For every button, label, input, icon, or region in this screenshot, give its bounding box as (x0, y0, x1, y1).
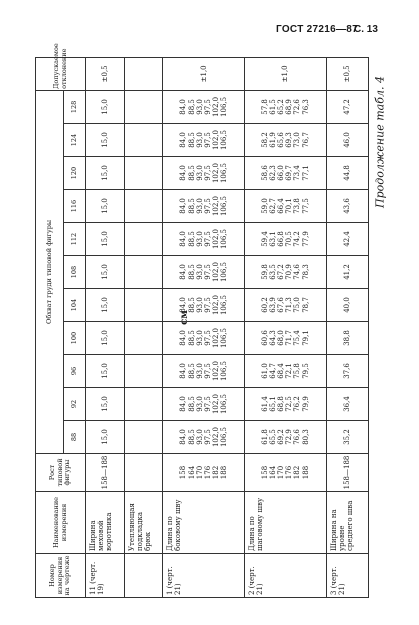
value-entry: 97,5 (203, 297, 212, 313)
value-cell (245, 289, 327, 322)
value-entry: 84,0 (179, 396, 188, 412)
height-cell (163, 454, 245, 492)
chest-size-header: 124 (64, 124, 86, 157)
value-entry: 78,7 (301, 297, 310, 313)
value-entry: 61,0 (261, 363, 270, 379)
value-entry: 97,5 (203, 429, 212, 445)
value-entry: 76,6 (293, 429, 302, 445)
value-entry: 58,2 (261, 132, 270, 148)
value-entry: 106,5 (219, 162, 228, 184)
value-entry: 102,0 (211, 393, 220, 415)
value-cell (163, 256, 245, 289)
value-cell (326, 289, 368, 322)
value-entry: 15,0 (100, 396, 109, 412)
value-cell (326, 256, 368, 289)
value-entry: 76,3 (301, 99, 310, 115)
value-entry: 88,5 (187, 165, 196, 181)
value-cell (245, 157, 327, 190)
value-entry: 66,8 (277, 231, 286, 247)
measure-name-cell: Длина по шаговому шву (245, 492, 327, 554)
value-entry: 73,4 (293, 165, 302, 181)
value-entry: 73,0 (293, 132, 302, 148)
col-header-height: Рост типовой фигуры (36, 454, 86, 492)
value-entry: 97,5 (203, 396, 212, 412)
value-cell (163, 355, 245, 388)
value-cell (124, 421, 163, 454)
value-entry: 37,6 (343, 363, 352, 379)
value-entry: 58,6 (261, 165, 270, 181)
height-cell (245, 454, 327, 492)
value-entry: 15,0 (100, 165, 109, 181)
value-entry: 106,5 (219, 294, 228, 316)
measure-number-cell: 1 (черт. 21) (163, 554, 245, 598)
value-entry: 79,9 (301, 396, 310, 412)
value-entry: 75,4 (293, 330, 302, 346)
value-entry: 41,2 (343, 264, 352, 280)
value-entry: 93,0 (195, 297, 204, 313)
tolerance-cell: ±1,0 (163, 57, 245, 90)
value-cell (245, 223, 327, 256)
chest-size-header: 92 (64, 388, 86, 421)
value-cell (86, 190, 125, 223)
value-entry: 84,0 (179, 132, 188, 148)
value-entry: 93,0 (195, 264, 204, 280)
col-header-measure-no: Номер измерения на чертеже (36, 554, 86, 598)
table-row (326, 57, 368, 597)
value-entry: 15,0 (100, 429, 109, 445)
value-entry: 72,5 (285, 396, 294, 412)
value-cell (245, 355, 327, 388)
page-number: С. 13 (354, 24, 378, 35)
value-cell (124, 124, 163, 157)
value-entry: 15,0 (100, 297, 109, 313)
value-entry: 97,5 (203, 330, 212, 346)
value-entry: 88,5 (187, 429, 196, 445)
value-entry: 59,0 (261, 198, 270, 214)
height-value: 170 (277, 465, 286, 480)
value-entry: 65,2 (277, 99, 286, 115)
rotated-table-wrapper (35, 43, 369, 598)
value-cell (163, 157, 245, 190)
measurements-table (35, 43, 369, 598)
value-entry: 88,5 (187, 99, 196, 115)
table-row (86, 57, 125, 597)
value-cell (86, 421, 125, 454)
chest-size-header: 120 (64, 157, 86, 190)
value-entry: 79,5 (301, 363, 310, 379)
value-entry: 62,3 (269, 165, 278, 181)
value-entry: 61,4 (261, 396, 270, 412)
value-cell (124, 289, 163, 322)
value-entry: 97,5 (203, 231, 212, 247)
value-entry: 77,1 (301, 165, 310, 181)
value-entry: 61,9 (269, 132, 278, 148)
value-entry: 67,6 (277, 297, 286, 313)
value-cell (326, 388, 368, 421)
value-entry: 97,5 (203, 264, 212, 280)
value-entry: 69,2 (277, 429, 286, 445)
value-entry: 71,3 (285, 297, 294, 313)
value-entry: 106,5 (219, 393, 228, 415)
chest-size-header: 108 (64, 256, 86, 289)
value-cell (245, 190, 327, 223)
value-cell (86, 223, 125, 256)
value-entry: 97,5 (203, 363, 212, 379)
value-entry: 102,0 (211, 129, 220, 151)
value-entry: 68,9 (285, 99, 294, 115)
value-cell (326, 157, 368, 190)
value-entry: 93,0 (195, 363, 204, 379)
value-cell (163, 90, 245, 123)
value-entry: 93,0 (195, 396, 204, 412)
value-entry: 106,5 (219, 96, 228, 117)
value-entry: 72,6 (293, 99, 302, 115)
value-entry: 106,5 (219, 195, 228, 217)
height-value: 188 (219, 465, 228, 480)
value-cell (124, 190, 163, 223)
value-entry: 88,5 (187, 297, 196, 313)
value-entry: 106,5 (219, 129, 228, 151)
tolerance-cell: ±1,0 (245, 57, 327, 90)
value-entry: 68,4 (277, 363, 286, 379)
measure-name-cell: Ширина меховой воротника (86, 492, 125, 554)
value-entry: 15,0 (100, 264, 109, 280)
value-entry: 68,8 (277, 396, 286, 412)
value-entry: 15,0 (100, 231, 109, 247)
value-entry: 67,2 (277, 264, 286, 280)
value-cell (86, 289, 125, 322)
standard-number: ГОСТ 27216—87 (276, 24, 359, 35)
value-entry: 84,0 (179, 429, 188, 445)
value-entry: 88,5 (187, 330, 196, 346)
value-entry: 93,0 (195, 231, 204, 247)
height-value: 164 (269, 465, 278, 480)
value-cell (124, 256, 163, 289)
value-entry: 106,5 (219, 261, 228, 283)
height-value: 164 (187, 465, 196, 480)
value-entry: 88,5 (187, 264, 196, 280)
value-entry: 102,0 (211, 261, 220, 283)
value-cell (124, 157, 163, 190)
value-entry: 44,8 (343, 165, 352, 181)
value-entry: 75,8 (293, 363, 302, 379)
value-entry: 72,9 (285, 429, 294, 445)
value-entry: 102,0 (211, 360, 220, 382)
value-cell (245, 421, 327, 454)
value-entry: 106,5 (219, 228, 228, 250)
value-entry: 76,2 (293, 396, 302, 412)
table-row (124, 57, 163, 597)
value-entry: 102,0 (211, 195, 220, 217)
value-entry: 42,4 (343, 231, 352, 247)
value-cell (124, 223, 163, 256)
value-entry: 79,1 (301, 330, 310, 346)
value-cell (86, 90, 125, 123)
value-cell (326, 90, 368, 123)
value-cell (163, 190, 245, 223)
value-entry: 97,5 (203, 165, 212, 181)
value-entry: 66,0 (277, 165, 286, 181)
value-entry: 69,7 (285, 165, 294, 181)
value-entry: 93,0 (195, 165, 204, 181)
value-cell (326, 124, 368, 157)
value-entry: 74,6 (293, 264, 302, 280)
value-entry: 102,0 (211, 327, 220, 349)
value-entry: 61,5 (269, 99, 278, 115)
value-cell (86, 322, 125, 355)
value-entry: 102,0 (211, 426, 220, 448)
value-entry: 62,7 (269, 198, 278, 214)
value-entry: 97,5 (203, 99, 212, 115)
value-entry: 75,0 (293, 297, 302, 313)
value-entry: 40,0 (343, 297, 352, 313)
value-entry: 77,5 (301, 198, 310, 214)
unit-label: см (178, 310, 190, 325)
chest-size-header: 116 (64, 190, 86, 223)
height-value: 182 (211, 465, 220, 480)
value-entry: 102,0 (211, 162, 220, 184)
value-cell (163, 322, 245, 355)
value-entry: 65,1 (269, 396, 278, 412)
value-cell (163, 388, 245, 421)
chest-size-header: 88 (64, 421, 86, 454)
chest-size-header: 112 (64, 223, 86, 256)
height-value: 176 (285, 465, 294, 480)
value-entry: 106,5 (219, 360, 228, 382)
value-entry: 88,5 (187, 231, 196, 247)
value-entry: 64,3 (269, 330, 278, 346)
value-entry: 60,2 (261, 297, 270, 313)
value-entry: 88,5 (187, 198, 196, 214)
value-cell (326, 223, 368, 256)
value-entry: 15,0 (100, 132, 109, 148)
col-header-chest-group: Обхват груди типовой фигуры (36, 90, 64, 453)
value-cell (163, 124, 245, 157)
value-entry: 84,0 (179, 264, 188, 280)
height-value: 158 (179, 465, 188, 480)
value-entry: 106,5 (219, 327, 228, 349)
value-entry: 93,0 (195, 132, 204, 148)
value-cell (163, 223, 245, 256)
value-entry: 84,0 (179, 363, 188, 379)
value-entry: 93,0 (195, 429, 204, 445)
chest-size-header: 96 (64, 355, 86, 388)
value-entry: 76,7 (301, 132, 310, 148)
measure-name-cell: Ширина на уровне среднего шва (326, 492, 368, 554)
value-entry: 66,4 (277, 198, 286, 214)
height-cell (326, 454, 368, 492)
value-cell (245, 322, 327, 355)
value-cell (163, 289, 245, 322)
value-entry: 59,8 (261, 264, 270, 280)
value-entry: 70,9 (285, 264, 294, 280)
value-entry: 93,0 (195, 99, 204, 115)
value-entry: 70,5 (285, 231, 294, 247)
value-entry: 57,8 (261, 99, 270, 115)
value-entry: 71,7 (285, 330, 294, 346)
value-entry: 102,0 (211, 96, 220, 117)
value-entry: 84,0 (179, 165, 188, 181)
value-entry: 72,1 (285, 363, 294, 379)
value-cell (124, 355, 163, 388)
measure-number-cell: 11 (черт. 19) (86, 554, 125, 598)
value-entry: 88,5 (187, 363, 196, 379)
value-entry: 97,5 (203, 132, 212, 148)
chest-size-header: 104 (64, 289, 86, 322)
value-entry: 80,3 (301, 429, 310, 445)
col-header-tolerance: Допускаемое отклонение (36, 57, 86, 90)
value-entry: 84,0 (179, 99, 188, 115)
height-cell (86, 454, 125, 492)
value-entry: 102,0 (211, 228, 220, 250)
value-entry: 84,0 (179, 198, 188, 214)
value-entry: 47,2 (343, 99, 352, 115)
value-entry: 63,1 (269, 231, 278, 247)
height-value: 182 (293, 465, 302, 480)
value-entry: 73,8 (293, 198, 302, 214)
value-entry: 15,0 (100, 363, 109, 379)
col-header-name: Наименование измерения (36, 492, 86, 554)
height-value: 170 (195, 465, 204, 480)
height-value: 158—188 (100, 455, 109, 490)
value-entry: 65,6 (277, 132, 286, 148)
measure-name-cell: Длина по боковому шву (163, 492, 245, 554)
measure-number-cell: 2 (черт. 21) (245, 554, 327, 598)
value-cell (245, 124, 327, 157)
value-cell (86, 256, 125, 289)
value-cell (124, 322, 163, 355)
value-entry: 69,3 (285, 132, 294, 148)
value-entry: 68,0 (277, 330, 286, 346)
page-header (0, 24, 419, 40)
value-cell (326, 355, 368, 388)
table-row (163, 57, 245, 597)
table-row (245, 57, 327, 597)
value-entry: 15,0 (100, 99, 109, 115)
value-entry: 43,6 (343, 198, 352, 214)
value-entry: 61,8 (261, 429, 270, 445)
tolerance-cell (124, 57, 163, 90)
height-value: 158—188 (343, 455, 352, 490)
measure-name-cell: Утепляющая подкладка брюк (124, 492, 163, 554)
value-entry: 84,0 (179, 297, 188, 313)
value-cell (245, 90, 327, 123)
value-entry: 36,4 (343, 396, 352, 412)
value-entry: 77,9 (301, 231, 310, 247)
value-cell (245, 388, 327, 421)
value-entry: 74,2 (293, 231, 302, 247)
value-entry: 46,0 (343, 132, 352, 148)
measure-number-cell: 3 (черт. 21) (326, 554, 368, 598)
value-entry: 15,0 (100, 330, 109, 346)
chest-size-header: 100 (64, 322, 86, 355)
value-cell (86, 124, 125, 157)
value-entry: 65,5 (269, 429, 278, 445)
value-cell (124, 90, 163, 123)
height-cell (124, 454, 163, 492)
tolerance-cell: ±0,5 (326, 57, 368, 90)
value-entry: 93,0 (195, 198, 204, 214)
value-entry: 60,6 (261, 330, 270, 346)
height-value: 188 (301, 465, 310, 480)
value-entry: 38,8 (343, 330, 352, 346)
value-entry: 106,5 (219, 426, 228, 448)
value-entry: 59,4 (261, 231, 270, 247)
tolerance-cell: ±0,5 (86, 57, 125, 90)
height-value: 176 (203, 465, 212, 480)
value-entry: 88,5 (187, 132, 196, 148)
value-entry: 63,5 (269, 264, 278, 280)
value-cell (86, 388, 125, 421)
value-entry: 97,5 (203, 198, 212, 214)
value-entry: 35,2 (343, 429, 352, 445)
value-cell (326, 190, 368, 223)
value-entry: 78,3 (301, 264, 310, 280)
value-cell (124, 388, 163, 421)
value-entry: 70,1 (285, 198, 294, 214)
value-cell (245, 256, 327, 289)
chest-size-header: 128 (64, 90, 86, 123)
value-cell (326, 322, 368, 355)
value-entry: 64,7 (269, 363, 278, 379)
value-entry: 84,0 (179, 231, 188, 247)
value-cell (86, 157, 125, 190)
value-cell (326, 421, 368, 454)
value-cell (86, 355, 125, 388)
measure-number-cell (124, 554, 163, 598)
value-entry: 84,0 (179, 330, 188, 346)
value-entry: 15,0 (100, 198, 109, 214)
value-cell (163, 421, 245, 454)
height-value: 158 (261, 465, 270, 480)
value-entry: 102,0 (211, 294, 220, 316)
table-body (86, 57, 369, 597)
value-entry: 88,5 (187, 396, 196, 412)
value-entry: 63,9 (269, 297, 278, 313)
value-entry: 93,0 (195, 330, 204, 346)
